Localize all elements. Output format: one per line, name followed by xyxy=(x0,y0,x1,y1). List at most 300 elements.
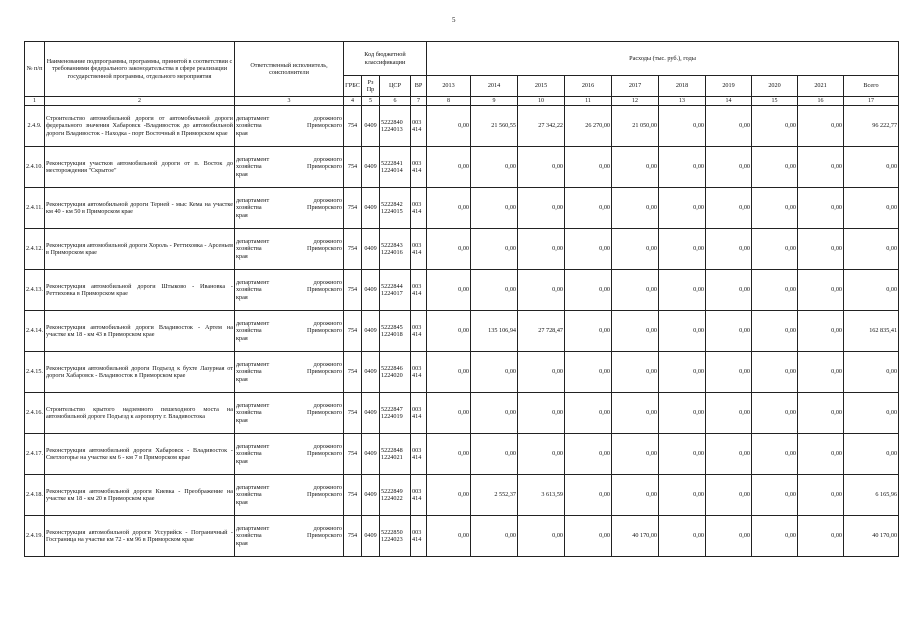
executor-economy: хозяйства xyxy=(236,204,262,212)
row-value-2019: 0,00 xyxy=(706,106,752,147)
row-value-2017: 21 050,00 xyxy=(612,106,659,147)
row-value-2019: 0,00 xyxy=(706,147,752,188)
row-value-2015: 0,00 xyxy=(518,270,565,311)
executor-road: дорожного xyxy=(313,278,342,286)
column-number: 8 xyxy=(427,97,471,106)
row-value-2021: 0,00 xyxy=(798,311,844,352)
executor-primorsky: Приморского xyxy=(307,245,342,253)
row-value-2020: 0,00 xyxy=(752,106,798,147)
row-vr xyxy=(411,311,427,352)
row-value-2017: 0,00 xyxy=(612,229,659,270)
table-row xyxy=(25,516,899,557)
row-number: 2.4.18. xyxy=(25,475,45,516)
column-number: 11 xyxy=(565,97,612,106)
row-grbs: 754 xyxy=(344,270,362,311)
executor-department: департамент xyxy=(236,360,270,368)
row-vr xyxy=(411,106,427,147)
row-csr xyxy=(380,106,411,147)
executor-department: департамент xyxy=(236,155,270,163)
row-value-2016: 0,00 xyxy=(565,147,612,188)
executor-road: дорожного xyxy=(313,401,342,409)
header-year: 2017 xyxy=(612,76,659,97)
executor-economy: хозяйства xyxy=(236,122,262,130)
row-value-2016: 0,00 xyxy=(565,393,612,434)
column-number: 6 xyxy=(380,97,411,106)
row-value-2019: 0,00 xyxy=(706,270,752,311)
header-year: 2020 xyxy=(752,76,798,97)
row-value-2020: 0,00 xyxy=(752,147,798,188)
row-total: 0,00 xyxy=(844,352,899,393)
row-value-2015: 0,00 xyxy=(518,147,565,188)
executor-region: края xyxy=(236,457,248,465)
header-num: № п/п xyxy=(25,42,45,97)
row-total: 40 170,00 xyxy=(844,516,899,557)
row-value-2021: 0,00 xyxy=(798,147,844,188)
row-grbs: 754 xyxy=(344,475,362,516)
row-grbs: 754 xyxy=(344,393,362,434)
row-value-2020: 0,00 xyxy=(752,352,798,393)
row-vr xyxy=(411,229,427,270)
executor-department: департамент xyxy=(236,278,270,286)
row-value-2017: 0,00 xyxy=(612,188,659,229)
row-executor xyxy=(235,393,344,434)
row-csr-new: 1224013 xyxy=(381,126,403,133)
row-vr-old: 003 xyxy=(412,528,422,536)
row-csr xyxy=(380,270,411,311)
row-executor xyxy=(235,270,344,311)
row-csr xyxy=(380,516,411,557)
row-value-2014: 0,00 xyxy=(471,229,518,270)
row-total: 0,00 xyxy=(844,229,899,270)
row-value-2015: 27 728,47 xyxy=(518,311,565,352)
row-vr xyxy=(411,147,427,188)
row-csr xyxy=(380,311,411,352)
header-grbs: ГРБС xyxy=(344,76,362,97)
row-rzpr: 0409 xyxy=(362,188,380,229)
executor-department: департамент xyxy=(236,483,270,491)
row-number: 2.4.9. xyxy=(25,106,45,147)
row-value-2019: 0,00 xyxy=(706,229,752,270)
column-number: 10 xyxy=(518,97,565,106)
row-vr-old: 003 xyxy=(412,200,422,208)
row-vr xyxy=(411,270,427,311)
executor-primorsky: Приморского xyxy=(307,532,342,540)
row-value-2015: 0,00 xyxy=(518,393,565,434)
header-code-group: Код бюджетной классификации xyxy=(344,42,427,76)
row-value-2013: 0,00 xyxy=(427,311,471,352)
row-csr-old: 5222847 xyxy=(381,405,403,413)
row-vr-old: 003 xyxy=(412,364,422,372)
executor-region: края xyxy=(236,334,248,342)
header-year: 2016 xyxy=(565,76,612,97)
executor-department: департамент xyxy=(236,524,270,532)
row-vr-old: 003 xyxy=(412,446,422,454)
row-executor xyxy=(235,434,344,475)
header-total: Всего xyxy=(844,76,899,97)
row-value-2018: 0,00 xyxy=(659,393,706,434)
row-vr-old: 003 xyxy=(412,241,422,249)
table-row xyxy=(25,147,899,188)
row-value-2019: 0,00 xyxy=(706,311,752,352)
row-csr-new: 1224014 xyxy=(381,167,403,174)
row-number: 2.4.12. xyxy=(25,229,45,270)
row-vr-new: 414 xyxy=(412,454,422,461)
header-rzpr xyxy=(362,76,380,97)
column-number: 16 xyxy=(798,97,844,106)
row-vr-new: 414 xyxy=(412,413,422,420)
executor-road: дорожного xyxy=(313,114,342,122)
row-executor xyxy=(235,147,344,188)
row-total: 162 835,41 xyxy=(844,311,899,352)
row-grbs: 754 xyxy=(344,229,362,270)
table-row xyxy=(25,475,899,516)
row-grbs: 754 xyxy=(344,516,362,557)
row-csr-old: 5222850 xyxy=(381,528,403,536)
row-rzpr: 0409 xyxy=(362,311,380,352)
row-csr xyxy=(380,393,411,434)
row-vr xyxy=(411,352,427,393)
row-value-2013: 0,00 xyxy=(427,147,471,188)
column-number: 13 xyxy=(659,97,706,106)
row-name: Строительство крытого надземного пешеходного моста на автомобильной дороге Подъезд к аэропорту г. Владивостока xyxy=(45,393,235,434)
row-value-2020: 0,00 xyxy=(752,434,798,475)
row-value-2018: 0,00 xyxy=(659,516,706,557)
column-number: 17 xyxy=(844,97,899,106)
row-vr-new: 414 xyxy=(412,167,422,174)
row-csr xyxy=(380,188,411,229)
row-vr-old: 003 xyxy=(412,282,422,290)
row-vr-old: 003 xyxy=(412,405,422,413)
executor-economy: хозяйства xyxy=(236,286,262,294)
row-value-2015: 0,00 xyxy=(518,434,565,475)
executor-primorsky: Приморского xyxy=(307,122,342,130)
header-vr: ВР xyxy=(411,76,427,97)
row-csr-old: 5222843 xyxy=(381,241,403,249)
row-number: 2.4.11. xyxy=(25,188,45,229)
row-vr xyxy=(411,393,427,434)
row-csr xyxy=(380,475,411,516)
row-rzpr: 0409 xyxy=(362,475,380,516)
row-grbs: 754 xyxy=(344,434,362,475)
row-value-2019: 0,00 xyxy=(706,393,752,434)
row-value-2018: 0,00 xyxy=(659,229,706,270)
row-executor xyxy=(235,106,344,147)
row-value-2020: 0,00 xyxy=(752,516,798,557)
row-value-2017: 0,00 xyxy=(612,270,659,311)
row-csr-old: 5222848 xyxy=(381,446,403,454)
table-body xyxy=(25,106,899,557)
row-number: 2.4.14. xyxy=(25,311,45,352)
row-name: Строительство автомобильной дороги от автомобильной дороги федерального значения Хабаровск -Владивосток до автомобильной дороги Владивосток - Находка - порт Восточный в Приморском крае xyxy=(45,106,235,147)
executor-primorsky: Приморского xyxy=(307,450,342,458)
row-value-2017: 40 170,00 xyxy=(612,516,659,557)
header-executor: Ответственный исполнитель, соисполнители xyxy=(235,42,344,97)
row-number: 2.4.19. xyxy=(25,516,45,557)
row-name: Реконструкция автомобильной дороги Терней - мыс Кема на участке км 40 - км 50 в Приморском крае xyxy=(45,188,235,229)
row-value-2019: 0,00 xyxy=(706,188,752,229)
executor-region: края xyxy=(236,252,248,260)
executor-department: департамент xyxy=(236,401,270,409)
row-csr xyxy=(380,352,411,393)
row-name: Реконструкция автомобильной дороги Хороль - Реттиховка - Арсеньев в Приморском крае xyxy=(45,229,235,270)
row-value-2013: 0,00 xyxy=(427,352,471,393)
header-year: 2018 xyxy=(659,76,706,97)
row-executor xyxy=(235,188,344,229)
executor-department: департамент xyxy=(236,237,270,245)
header-csr: ЦСР xyxy=(380,76,411,97)
row-value-2021: 0,00 xyxy=(798,434,844,475)
row-executor xyxy=(235,516,344,557)
header-year: 2014 xyxy=(471,76,518,97)
row-value-2014: 2 552,37 xyxy=(471,475,518,516)
row-vr-new: 414 xyxy=(412,126,422,133)
row-total: 0,00 xyxy=(844,393,899,434)
row-executor xyxy=(235,352,344,393)
row-value-2016: 0,00 xyxy=(565,475,612,516)
row-number: 2.4.10. xyxy=(25,147,45,188)
row-value-2015: 0,00 xyxy=(518,229,565,270)
executor-economy: хозяйства xyxy=(236,327,262,335)
executor-department: департамент xyxy=(236,196,270,204)
row-value-2017: 0,00 xyxy=(612,475,659,516)
row-csr-new: 1224022 xyxy=(381,495,403,502)
header-rzpr-line2: Пр xyxy=(366,86,375,93)
row-name: Реконструкция автомобильной дороги Уссурийск - Пограничный - Госграница на участке км 72 - км 96 в Приморском крае xyxy=(45,516,235,557)
column-number-row xyxy=(25,97,899,106)
row-value-2020: 0,00 xyxy=(752,311,798,352)
table-row xyxy=(25,311,899,352)
row-number: 2.4.16. xyxy=(25,393,45,434)
row-value-2016: 0,00 xyxy=(565,311,612,352)
row-value-2014: 0,00 xyxy=(471,393,518,434)
row-value-2014: 0,00 xyxy=(471,270,518,311)
row-value-2013: 0,00 xyxy=(427,270,471,311)
row-value-2013: 0,00 xyxy=(427,434,471,475)
executor-road: дорожного xyxy=(313,360,342,368)
row-value-2018: 0,00 xyxy=(659,147,706,188)
row-vr-new: 414 xyxy=(412,208,422,215)
column-number: 3 xyxy=(235,97,344,106)
row-rzpr: 0409 xyxy=(362,516,380,557)
row-value-2014: 0,00 xyxy=(471,147,518,188)
row-value-2016: 26 270,00 xyxy=(565,106,612,147)
executor-primorsky: Приморского xyxy=(307,409,342,417)
row-value-2016: 0,00 xyxy=(565,229,612,270)
executor-road: дорожного xyxy=(313,524,342,532)
row-vr-old: 003 xyxy=(412,487,422,495)
table-row xyxy=(25,188,899,229)
table-row xyxy=(25,352,899,393)
row-grbs: 754 xyxy=(344,188,362,229)
executor-road: дорожного xyxy=(313,483,342,491)
row-value-2017: 0,00 xyxy=(612,147,659,188)
row-vr-new: 414 xyxy=(412,249,422,256)
row-csr-old: 5222849 xyxy=(381,487,403,495)
column-number: 1 xyxy=(25,97,45,106)
executor-economy: хозяйства xyxy=(236,450,262,458)
row-value-2015: 0,00 xyxy=(518,188,565,229)
executor-economy: хозяйства xyxy=(236,409,262,417)
executor-economy: хозяйства xyxy=(236,368,262,376)
executor-economy: хозяйства xyxy=(236,245,262,253)
row-vr xyxy=(411,188,427,229)
row-value-2013: 0,00 xyxy=(427,393,471,434)
row-value-2014: 0,00 xyxy=(471,516,518,557)
row-value-2017: 0,00 xyxy=(612,311,659,352)
column-number: 4 xyxy=(344,97,362,106)
column-number: 15 xyxy=(752,97,798,106)
row-rzpr: 0409 xyxy=(362,270,380,311)
table-row xyxy=(25,270,899,311)
header-name: Наименование подпрограммы, программы, принятой в соответствии с требованиями федерального законодательства в сфере реализации государственной программы, отдельного мероприятия xyxy=(45,42,235,97)
row-name: Реконструкция автомобильной дороги Хабаровск - Владивосток - Светлогорье на участке км 6 - км 7 в Приморском крае xyxy=(45,434,235,475)
row-name: Реконструкция автомобильной дороги Подъезд к бухте Лазурная от дороги Хабаровск - Владивосток в Приморском крае xyxy=(45,352,235,393)
row-value-2019: 0,00 xyxy=(706,352,752,393)
executor-region: края xyxy=(236,498,248,506)
row-grbs: 754 xyxy=(344,352,362,393)
row-csr-new: 1224019 xyxy=(381,413,403,420)
row-value-2014: 0,00 xyxy=(471,352,518,393)
row-value-2013: 0,00 xyxy=(427,188,471,229)
row-value-2020: 0,00 xyxy=(752,270,798,311)
row-executor xyxy=(235,311,344,352)
row-name: Реконструкция участков автомобильной дороги от п. Восток до месторождения "Скрытое" xyxy=(45,147,235,188)
row-vr-old: 003 xyxy=(412,118,422,126)
column-number: 14 xyxy=(706,97,752,106)
row-csr-new: 1224015 xyxy=(381,208,403,215)
row-vr xyxy=(411,516,427,557)
row-value-2013: 0,00 xyxy=(427,516,471,557)
executor-department: департамент xyxy=(236,114,270,122)
executor-department: департамент xyxy=(236,319,270,327)
executor-road: дорожного xyxy=(313,442,342,450)
row-value-2015: 27 342,22 xyxy=(518,106,565,147)
row-value-2013: 0,00 xyxy=(427,229,471,270)
executor-primorsky: Приморского xyxy=(307,491,342,499)
executor-region: края xyxy=(236,375,248,383)
row-number: 2.4.15. xyxy=(25,352,45,393)
row-csr-new: 1224020 xyxy=(381,372,403,379)
row-value-2019: 0,00 xyxy=(706,475,752,516)
row-value-2019: 0,00 xyxy=(706,434,752,475)
executor-region: края xyxy=(236,539,248,547)
row-csr-old: 5222844 xyxy=(381,282,403,290)
executor-road: дорожного xyxy=(313,155,342,163)
row-total: 0,00 xyxy=(844,147,899,188)
row-name: Реконструкция автомобильной дороги Владивосток - Артем на участке км 18 - км 43 в Приморском крае xyxy=(45,311,235,352)
row-csr xyxy=(380,434,411,475)
row-value-2016: 0,00 xyxy=(565,352,612,393)
row-csr-old: 5222840 xyxy=(381,118,403,126)
row-csr xyxy=(380,229,411,270)
row-total: 6 165,96 xyxy=(844,475,899,516)
executor-primorsky: Приморского xyxy=(307,163,342,171)
executor-department: департамент xyxy=(236,442,270,450)
row-value-2021: 0,00 xyxy=(798,516,844,557)
row-vr-new: 414 xyxy=(412,331,422,338)
row-value-2017: 0,00 xyxy=(612,393,659,434)
row-value-2018: 0,00 xyxy=(659,434,706,475)
row-value-2014: 135 106,94 xyxy=(471,311,518,352)
table-row xyxy=(25,393,899,434)
row-value-2021: 0,00 xyxy=(798,352,844,393)
row-value-2021: 0,00 xyxy=(798,393,844,434)
row-vr-old: 003 xyxy=(412,159,422,167)
executor-region: края xyxy=(236,416,248,424)
row-name: Реконструкция автомобильной дороги Киевка - Преображение на участке км 18 - км 20 в Приморском крае xyxy=(45,475,235,516)
header-year: 2013 xyxy=(427,76,471,97)
row-csr-old: 5222841 xyxy=(381,159,403,167)
row-value-2020: 0,00 xyxy=(752,475,798,516)
executor-economy: хозяйства xyxy=(236,532,262,540)
row-value-2016: 0,00 xyxy=(565,188,612,229)
row-value-2015: 0,00 xyxy=(518,516,565,557)
row-vr-new: 414 xyxy=(412,536,422,543)
executor-primorsky: Приморского xyxy=(307,204,342,212)
column-number: 2 xyxy=(45,97,235,106)
header-year: 2021 xyxy=(798,76,844,97)
row-executor xyxy=(235,475,344,516)
executor-road: дорожного xyxy=(313,319,342,327)
row-value-2018: 0,00 xyxy=(659,188,706,229)
row-value-2018: 0,00 xyxy=(659,475,706,516)
row-value-2021: 0,00 xyxy=(798,270,844,311)
header-year: 2015 xyxy=(518,76,565,97)
row-executor xyxy=(235,229,344,270)
executor-road: дорожного xyxy=(313,196,342,204)
row-value-2021: 0,00 xyxy=(798,229,844,270)
row-total: 0,00 xyxy=(844,434,899,475)
executor-region: края xyxy=(236,129,248,137)
row-value-2013: 0,00 xyxy=(427,106,471,147)
executor-region: края xyxy=(236,211,248,219)
row-csr-old: 5222842 xyxy=(381,200,403,208)
row-number: 2.4.13. xyxy=(25,270,45,311)
budget-table xyxy=(24,41,899,557)
column-number: 12 xyxy=(612,97,659,106)
column-number: 5 xyxy=(362,97,380,106)
row-value-2014: 21 560,55 xyxy=(471,106,518,147)
row-value-2016: 0,00 xyxy=(565,516,612,557)
row-rzpr: 0409 xyxy=(362,229,380,270)
row-number: 2.4.17. xyxy=(25,434,45,475)
header-rzpr-line1: Рз xyxy=(367,78,374,86)
row-csr-new: 1224023 xyxy=(381,536,403,543)
row-value-2020: 0,00 xyxy=(752,188,798,229)
row-csr-new: 1224018 xyxy=(381,331,403,338)
row-value-2017: 0,00 xyxy=(612,434,659,475)
row-value-2015: 0,00 xyxy=(518,352,565,393)
row-vr-new: 414 xyxy=(412,290,422,297)
row-csr-old: 5222846 xyxy=(381,364,403,372)
row-csr xyxy=(380,147,411,188)
row-value-2015: 3 613,59 xyxy=(518,475,565,516)
row-csr-new: 1224021 xyxy=(381,454,403,461)
row-csr-old: 5222845 xyxy=(381,323,403,331)
row-grbs: 754 xyxy=(344,106,362,147)
row-value-2018: 0,00 xyxy=(659,106,706,147)
row-total: 0,00 xyxy=(844,188,899,229)
row-value-2018: 0,00 xyxy=(659,270,706,311)
row-rzpr: 0409 xyxy=(362,393,380,434)
row-vr xyxy=(411,475,427,516)
row-value-2020: 0,00 xyxy=(752,393,798,434)
header-expenses-group: Расходы (тыс. руб.), годы xyxy=(427,42,899,76)
row-value-2014: 0,00 xyxy=(471,434,518,475)
executor-economy: хозяйства xyxy=(236,491,262,499)
header-year: 2019 xyxy=(706,76,752,97)
executor-primorsky: Приморского xyxy=(307,286,342,294)
